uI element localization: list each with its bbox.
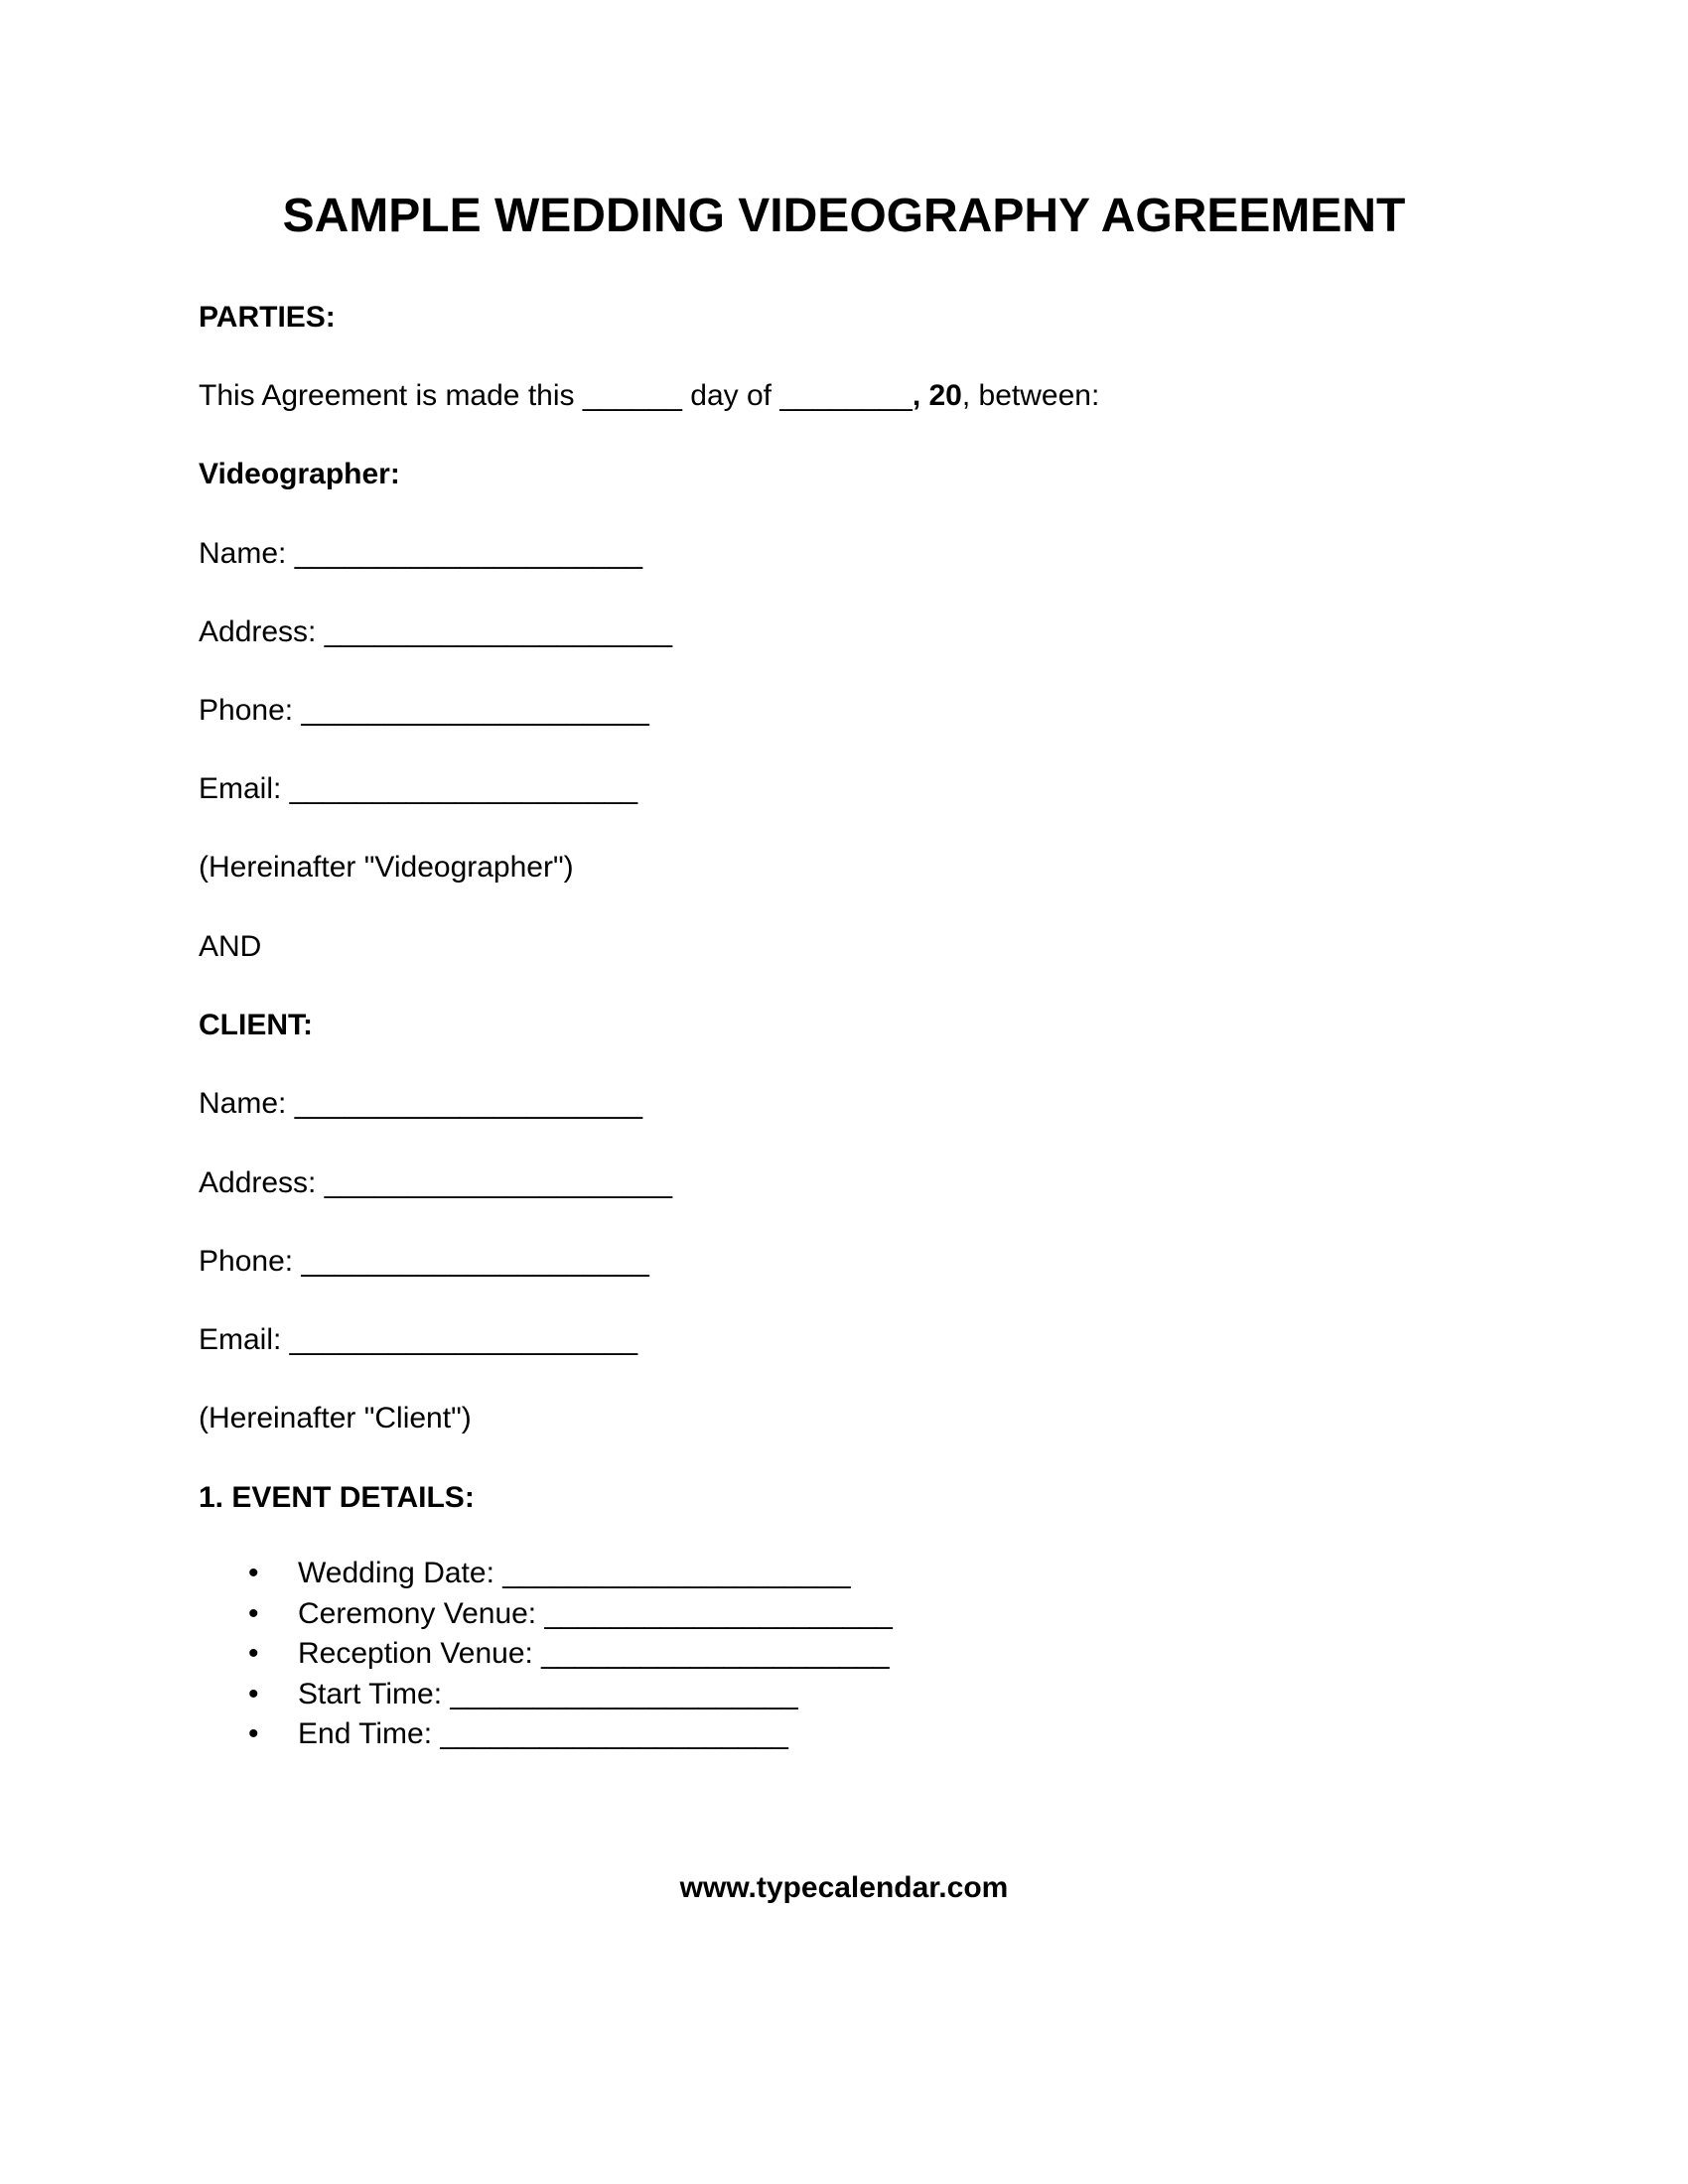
agreement-line-suffix: , between: [961, 379, 1100, 412]
bullet-icon: • [248, 1557, 259, 1589]
list-item [199, 1714, 893, 1755]
client-address-field: Address: _____________________ [199, 1166, 673, 1199]
and-separator: AND [199, 930, 262, 963]
client-phone-field: Phone: _____________________ [199, 1245, 649, 1278]
client-name-field: Name: _____________________ [199, 1087, 643, 1120]
list-item [199, 1675, 893, 1715]
footer-website: www.typecalendar.com [679, 1871, 1009, 1904]
agreement-line-prefix: This Agreement is made this ______ day of ________ [199, 379, 913, 412]
videographer-address-field: Address: _____________________ [199, 615, 673, 648]
bullet-icon: • [248, 1637, 259, 1670]
client-hereinafter: (Hereinafter "Client") [199, 1402, 472, 1434]
videographer-phone-field: Phone: _____________________ [199, 694, 649, 727]
videographer-email-field: Email: _____________________ [199, 772, 638, 805]
event-ceremony-venue-field: Ceremony Venue: _____________________ [298, 1596, 893, 1630]
client-heading: CLIENT: [199, 1009, 313, 1041]
bullet-icon: • [248, 1677, 259, 1710]
event-end-time-field: End Time: _____________________ [298, 1717, 788, 1750]
list-item [199, 1554, 893, 1594]
event-start-time-field: Start Time: _____________________ [298, 1677, 798, 1710]
event-reception-venue-field: Reception Venue: _____________________ [298, 1637, 890, 1670]
agreement-line [199, 376, 1099, 416]
videographer-heading: Videographer: [199, 458, 400, 490]
list-item [199, 1634, 893, 1675]
videographer-name-field: Name: _____________________ [199, 537, 643, 570]
document-title: SAMPLE WEDDING VIDEOGRAPHY AGREEMENT [282, 190, 1406, 242]
list-item [199, 1594, 893, 1635]
parties-heading: PARTIES: [199, 301, 336, 334]
agreement-line-year: , 20 [912, 379, 962, 412]
event-details-list [199, 1554, 893, 1755]
event-wedding-date-field: Wedding Date: _____________________ [298, 1557, 851, 1589]
bullet-icon: • [248, 1596, 259, 1630]
videographer-hereinafter: (Hereinafter "Videographer") [199, 851, 574, 884]
client-email-field: Email: _____________________ [199, 1323, 638, 1356]
event-details-heading: 1. EVENT DETAILS: [199, 1481, 475, 1514]
bullet-icon: • [248, 1717, 259, 1750]
